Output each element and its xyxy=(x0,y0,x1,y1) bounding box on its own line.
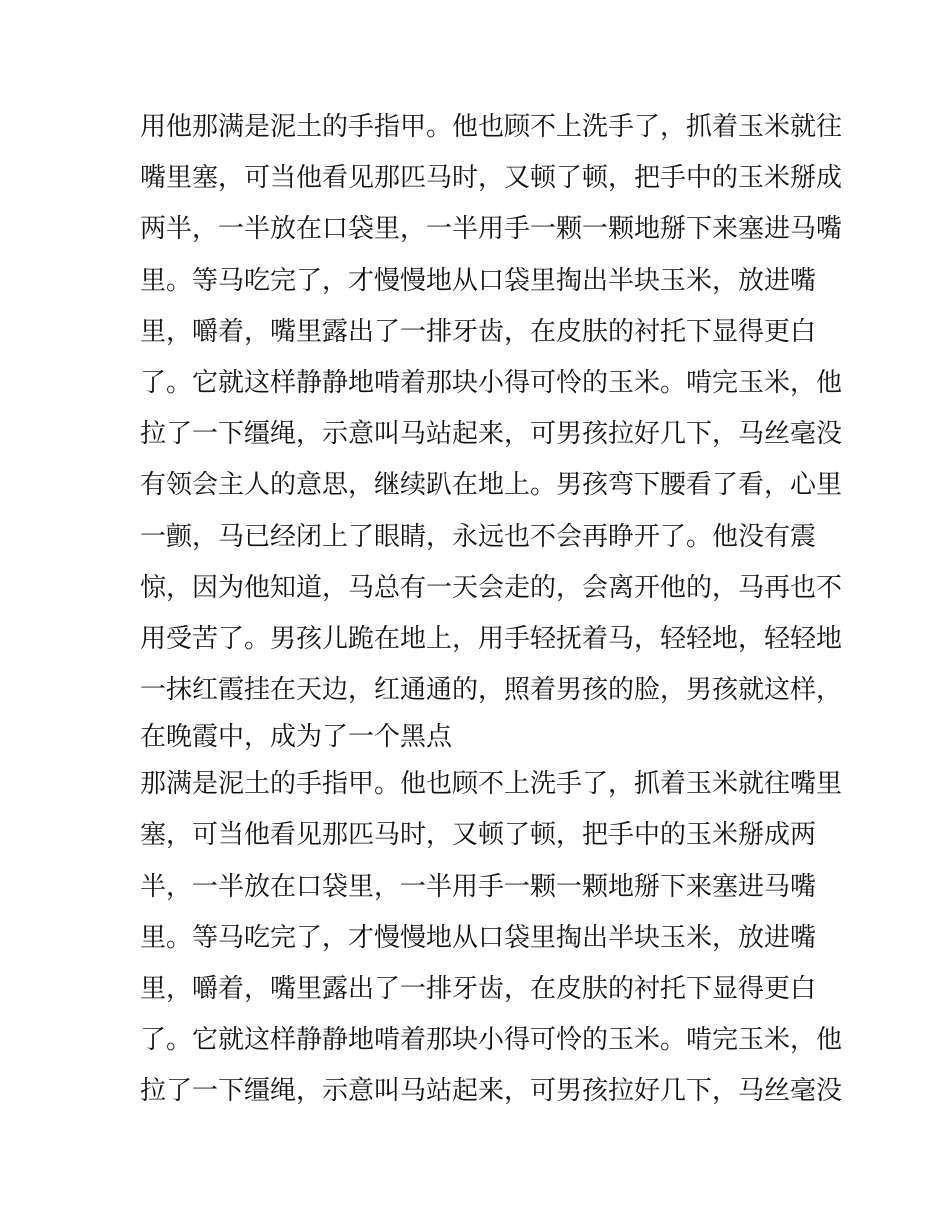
text-line: 两半，一半放在口袋里，一半用手一颗一颗地掰下来塞进马嘴 xyxy=(140,214,843,245)
text-line: 惊，因为他知道，马总有一天会走的，会离开他的，马再也不 xyxy=(140,572,843,603)
text-line: 拉了一下缰绳，示意叫马站起来，可男孩拉好几下，马丝毫没 xyxy=(140,419,843,450)
text-line: 拉了一下缰绳，示意叫马站起来，可男孩拉好几下，马丝毫没 xyxy=(140,1076,843,1107)
text-line: 在晚霞中，成为了一个黑点 xyxy=(140,722,453,753)
text-line: 用他那满是泥土的手指甲。他也顾不上洗手了，抓着玉米就往 xyxy=(140,112,843,142)
text-line: 里，嚼着，嘴里露出了一排牙齿，在皮肤的衬托下显得更白 xyxy=(140,316,817,347)
text-line: 用受苦了。男孩儿跪在地上，用手轻抚着马，轻轻地，轻轻地 xyxy=(140,623,843,654)
text-line: 了。它就这样静静地啃着那块小得可怜的玉米。啃完玉米，他 xyxy=(140,367,843,398)
text-line: 一抹红霞挂在天边，红通通的，照着男孩的脸，男孩就这样， xyxy=(140,675,843,706)
text-line: 里，嚼着，嘴里露出了一排牙齿，在皮肤的衬托下显得更白 xyxy=(140,974,817,1004)
text-line: 塞，可当他看见那匹马时，又顿了顿，把手中的玉米掰成两 xyxy=(140,820,817,851)
text-line: 里。等马吃完了，才慢慢地从口袋里掏出半块玉米，放进嘴 xyxy=(140,922,817,953)
text-line: 有领会主人的意思，继续趴在地上。男孩弯下腰看了看，心里 xyxy=(140,470,843,501)
body-text xyxy=(140,102,843,1118)
text-line: 里。等马吃完了，才慢慢地从口袋里掏出半块玉米，放进嘴 xyxy=(140,265,817,296)
text-line: 那满是泥土的手指甲。他也顾不上洗手了，抓着玉米就往嘴里 xyxy=(140,769,843,800)
text-line: 嘴里塞，可当他看见那匹马时，又顿了顿，把手中的玉米掰成 xyxy=(140,163,843,194)
text-line: 半，一半放在口袋里，一半用手一颗一颗地掰下来塞进马嘴 xyxy=(140,871,817,902)
text-line: 了。它就这样静静地啃着那块小得可怜的玉米。啃完玉米，他 xyxy=(140,1025,843,1056)
text-line: 一颤，马已经闭上了眼睛，永远也不会再睁开了。他没有震 xyxy=(140,521,817,552)
